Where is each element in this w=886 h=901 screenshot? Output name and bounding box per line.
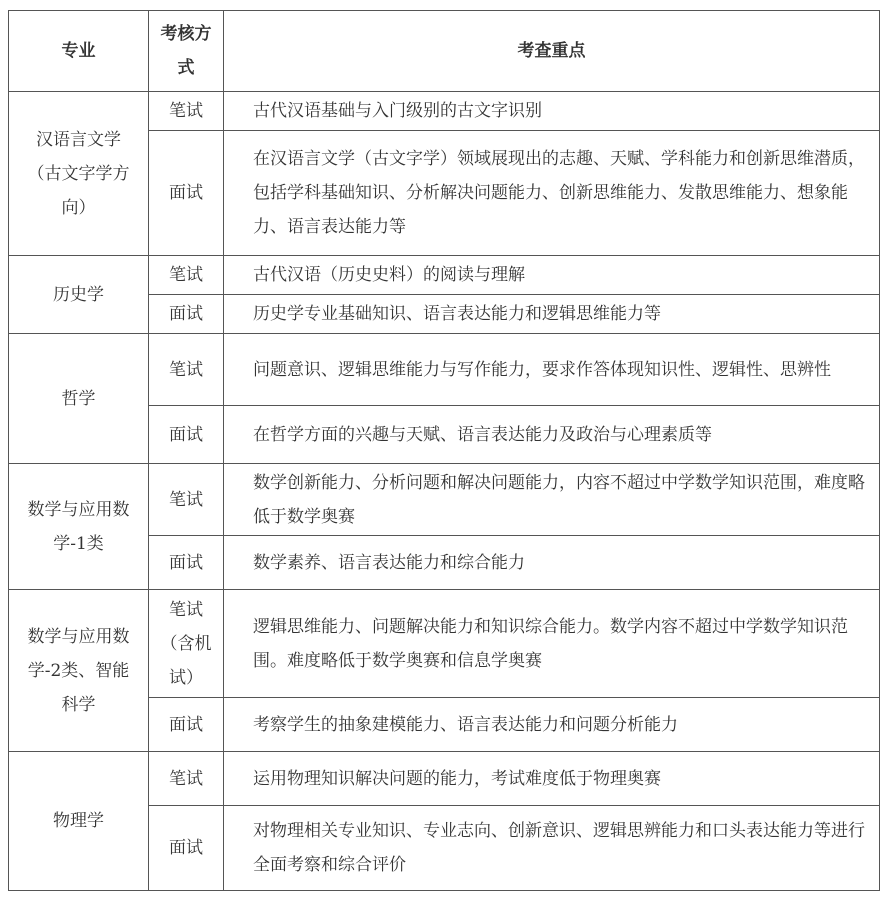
header-focus: 考查重点 [224,11,880,92]
method-line: 试） [169,667,203,688]
method-line: （含机 [160,633,212,654]
focus-cell: 逻辑思维能力、问题解决能力和知识综合能力。数学内容不超过中学数学知识范围。难度略低于数学奥赛和信息学奥赛 [224,590,880,698]
major-line: 科学 [61,694,96,715]
method-cell [149,256,224,295]
method-cell [149,698,224,752]
header-method-line: 式 [177,58,195,78]
method-cell [149,590,224,698]
method-cell [149,131,224,256]
header-row [9,11,880,92]
method-cell [149,752,224,806]
focus-cell: 对物理相关专业知识、专业志向、创新意识、逻辑思辨能力和口头表达能力等进行全面考察和综合评价 [224,806,880,891]
method-line: 笔试 [169,101,203,121]
header-method-line: 考核方 [160,24,212,44]
focus-cell: 运用物理知识解决问题的能力，考试难度低于物理奥赛 [224,752,880,806]
header-method [149,11,224,92]
major-line: 物理学 [53,811,104,831]
method-cell [149,464,224,536]
major-line: （古文字学方 [27,163,130,184]
method-cell [149,806,224,891]
major-cell [9,334,149,464]
method-line: 笔试 [169,265,203,285]
major-cell [9,752,149,891]
focus-cell: 数学创新能力、分析问题和解决问题能力，内容不超过中学数学知识范围，难度略低于数学奥赛 [224,464,880,536]
focus-cell: 古代汉语（历史史料）的阅读与理解 [224,256,880,295]
method-line: 笔试 [169,768,203,789]
method-line: 面试 [169,304,203,324]
focus-cell: 历史学专业基础知识、语言表达能力和逻辑思维能力等 [224,295,880,334]
major-cell [9,256,149,334]
method-line: 笔试 [169,599,203,620]
major-cell [9,590,149,752]
method-line: 笔试 [169,489,203,510]
major-line: 历史学 [53,284,104,305]
major-line: 学-1类 [53,533,104,554]
method-line: 面试 [169,183,203,203]
major-line: 汉语言文学 [36,129,121,150]
focus-cell: 古代汉语基础与入门级别的古文字识别 [224,92,880,131]
focus-cell: 考察学生的抽象建模能力、语言表达能力和问题分析能力 [224,698,880,752]
method-cell [149,295,224,334]
table-row [9,752,880,806]
method-cell [149,92,224,131]
table-row [9,464,880,536]
method-line: 笔试 [169,359,203,380]
major-line: 向） [61,197,96,218]
major-cell [9,464,149,590]
table-row [9,590,880,698]
table-body [9,92,880,891]
method-cell [149,334,224,406]
major-line: 哲学 [61,388,96,409]
table-row [9,256,880,295]
focus-cell: 数学素养、语言表达能力和综合能力 [224,536,880,590]
method-cell [149,536,224,590]
focus-cell: 在哲学方面的兴趣与天赋、语言表达能力及政治与心理素质等 [224,406,880,464]
method-line: 面试 [169,838,203,858]
table-row [9,334,880,406]
method-line: 面试 [169,552,203,573]
method-line: 面试 [169,424,203,445]
major-line: 数学与应用数 [27,499,130,520]
method-line: 面试 [169,714,203,735]
major-cell [9,92,149,256]
focus-cell: 在汉语言文学（古文字学）领域展现出的志趣、天赋、学科能力和创新思维潜质，包括学科基础知识、分析解决问题能力、创新思维能力、发散思维能力、想象能力、语言表达能力等 [224,131,880,256]
table-row [9,92,880,131]
method-cell [149,406,224,464]
major-line: 学-2类、智能 [27,660,130,681]
focus-cell: 问题意识、逻辑思维能力与写作能力，要求作答体现知识性、逻辑性、思辨性 [224,334,880,406]
header-major: 专业 [9,11,149,92]
major-line: 数学与应用数 [27,626,130,647]
assessment-table [8,10,880,891]
